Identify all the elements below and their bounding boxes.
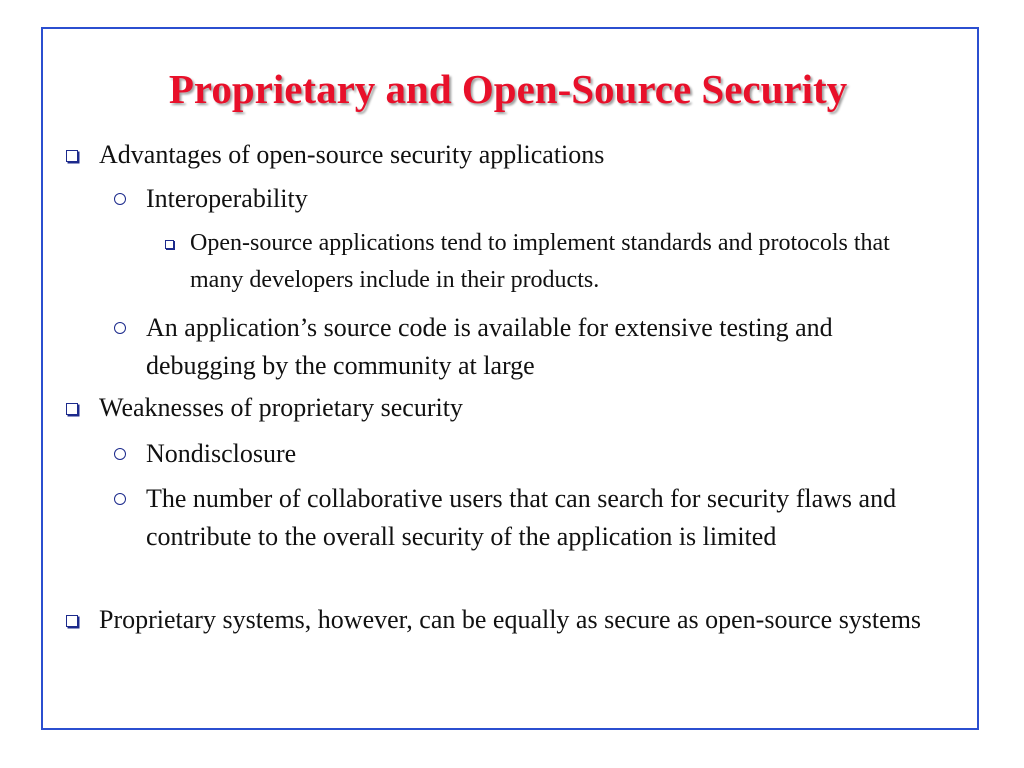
hollow-square-bullet-icon [66,403,78,415]
hollow-circle-bullet-icon [114,322,126,334]
bullet-collaborative-users-limited: The number of collaborative users that can search for security flaws and contribute to the overall security of the application is limited [146,484,897,551]
bullet-source-code-available: An application’s source code is available for extensive testing and debugging by the community at large [146,313,833,380]
bullet-standards-protocols: Open-source applications tend to implement standards and protocols that many developers include in their products. [190,230,890,293]
slide-title: Proprietary and Open-Source Security [168,66,848,112]
bullet-interoperability: Interoperability [146,184,308,213]
bullet-proprietary-equally-secure: Proprietary systems, however, can be equally as secure as open-source systems [99,605,922,634]
hollow-square-bullet-icon [66,615,78,627]
hollow-circle-bullet-icon [114,448,126,460]
bullet-advantages-open-source: Advantages of open-source security applications [99,140,605,169]
small-hollow-square-bullet-icon [165,240,174,249]
bullet-nondisclosure: Nondisclosure [146,439,297,468]
hollow-circle-bullet-icon [114,493,126,505]
bullet-weaknesses-proprietary: Weaknesses of proprietary security [99,393,463,422]
hollow-circle-bullet-icon [114,193,126,205]
hollow-square-bullet-icon [66,150,78,162]
